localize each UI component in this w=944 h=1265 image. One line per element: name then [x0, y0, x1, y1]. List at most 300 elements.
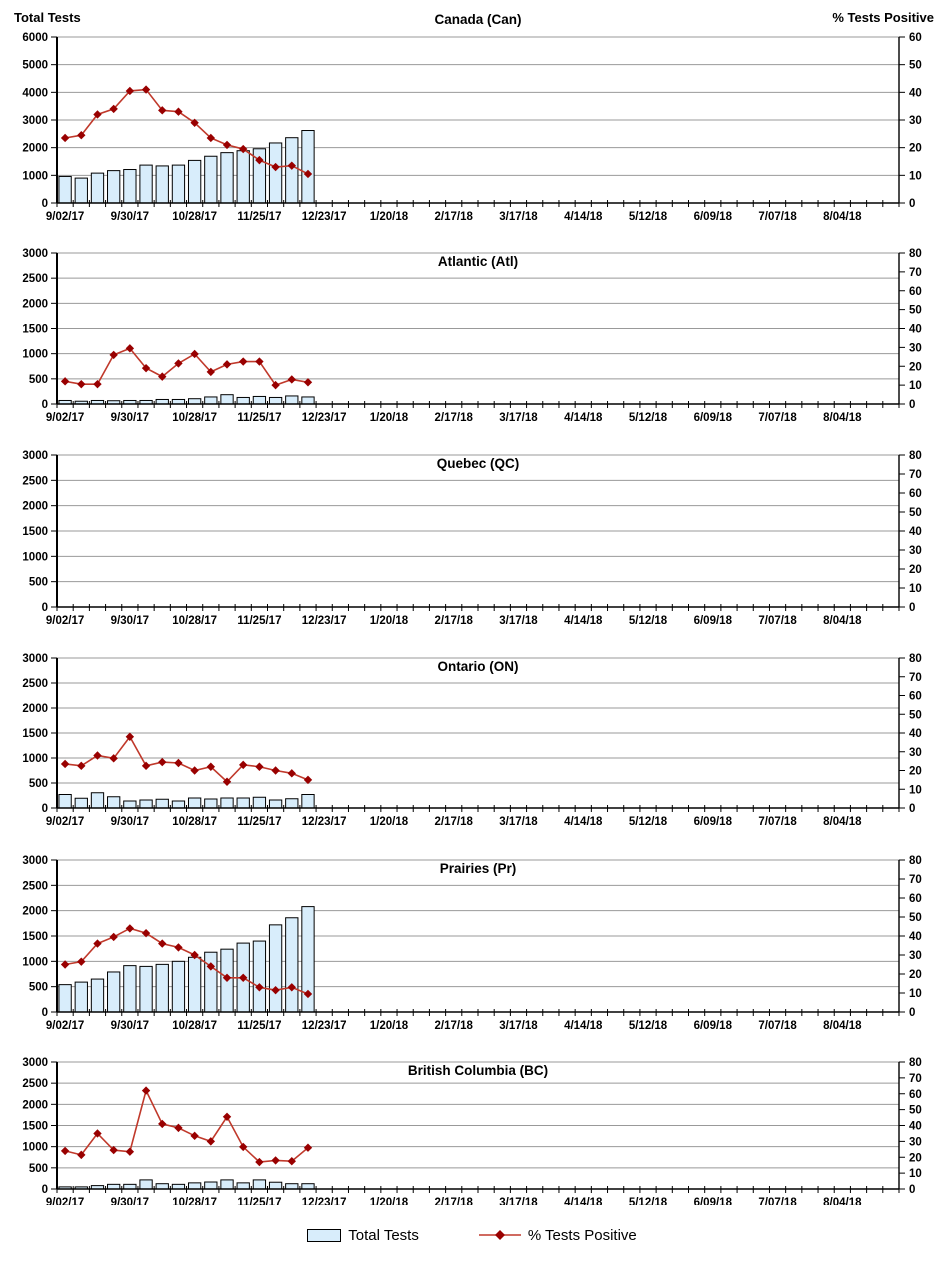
svg-text:60: 60 — [909, 285, 922, 298]
total-tests-bar — [269, 143, 281, 203]
svg-text:1000: 1000 — [22, 348, 48, 361]
total-tests-bar — [172, 801, 184, 808]
svg-text:40: 40 — [909, 931, 922, 943]
chart-title-british-columbia: British Columbia (BC) — [407, 1063, 549, 1078]
svg-text:0: 0 — [909, 198, 916, 210]
total-tests-bar — [156, 964, 168, 1012]
svg-text:9/02/17: 9/02/17 — [45, 211, 85, 223]
svg-text:7/07/18: 7/07/18 — [758, 1197, 797, 1205]
total-tests-bar — [269, 1182, 281, 1189]
svg-text:10/28/17: 10/28/17 — [172, 412, 218, 424]
svg-text:40: 40 — [909, 728, 922, 740]
svg-text:500: 500 — [28, 981, 48, 994]
svg-text:10/28/17: 10/28/17 — [172, 615, 218, 627]
svg-text:6/09/18: 6/09/18 — [693, 412, 732, 424]
svg-text:4/14/18: 4/14/18 — [564, 1020, 603, 1032]
svg-text:1500: 1500 — [22, 526, 48, 538]
svg-text:50: 50 — [909, 709, 922, 722]
svg-text:7/07/18: 7/07/18 — [758, 211, 797, 223]
svg-text:0: 0 — [41, 1184, 48, 1196]
svg-text:1000: 1000 — [22, 1141, 48, 1154]
svg-text:9/02/17: 9/02/17 — [45, 1020, 85, 1032]
svg-text:1/20/18: 1/20/18 — [369, 816, 409, 828]
total-tests-bar — [221, 798, 233, 808]
total-tests-bar — [156, 166, 168, 203]
x-axis-labels — [46, 1197, 862, 1205]
svg-text:3000: 3000 — [22, 115, 48, 127]
total-tests-bar — [59, 795, 71, 809]
chart-prairies — [0, 836, 944, 1038]
svg-text:80: 80 — [909, 653, 922, 665]
total-tests-bar — [237, 397, 249, 404]
total-tests-bar — [286, 918, 298, 1012]
legend-item-pct-positive — [479, 1227, 637, 1244]
svg-text:4/14/18: 4/14/18 — [564, 412, 603, 424]
svg-text:10: 10 — [909, 988, 922, 1000]
x-axis-labels — [46, 1020, 862, 1032]
total-tests-bar — [205, 1182, 217, 1189]
svg-text:0: 0 — [909, 1007, 916, 1019]
diamond-marker — [109, 351, 117, 359]
svg-text:1500: 1500 — [22, 323, 48, 336]
svg-text:4/14/18: 4/14/18 — [564, 211, 603, 223]
svg-text:0: 0 — [909, 602, 916, 614]
left-axis-title: Total Tests — [14, 10, 81, 25]
total-tests-bar — [91, 979, 103, 1012]
total-tests-bar — [269, 800, 281, 808]
svg-text:2500: 2500 — [22, 1078, 48, 1091]
total-tests-bar — [124, 170, 136, 203]
svg-text:6/09/18: 6/09/18 — [693, 1197, 732, 1205]
svg-text:8/04/18: 8/04/18 — [823, 816, 862, 828]
total-tests-bar — [269, 925, 281, 1012]
total-tests-bar — [108, 797, 120, 808]
total-tests-bar — [302, 397, 314, 404]
svg-text:70: 70 — [909, 874, 922, 886]
svg-text:12/23/17: 12/23/17 — [301, 1197, 347, 1205]
svg-text:1500: 1500 — [22, 1120, 48, 1133]
chart-title-ontario: Ontario (ON) — [437, 659, 519, 674]
svg-text:70: 70 — [909, 1072, 922, 1085]
svg-text:5/12/18: 5/12/18 — [628, 211, 668, 223]
svg-text:500: 500 — [28, 576, 48, 589]
total-tests-bar — [302, 795, 314, 809]
svg-text:40: 40 — [909, 87, 922, 100]
svg-text:11/25/17: 11/25/17 — [237, 615, 282, 627]
svg-text:2/17/18: 2/17/18 — [434, 412, 473, 424]
svg-text:60: 60 — [909, 690, 922, 703]
svg-text:6/09/18: 6/09/18 — [693, 615, 732, 627]
svg-text:0: 0 — [41, 803, 48, 815]
diamond-marker — [142, 1086, 150, 1094]
chart-atlantic — [0, 228, 944, 430]
chart-canvas-prairies — [0, 836, 944, 1038]
axes — [57, 658, 899, 812]
total-tests-bar — [156, 1184, 168, 1189]
svg-text:10: 10 — [909, 784, 922, 797]
svg-text:11/25/17: 11/25/17 — [237, 211, 282, 223]
total-tests-bars — [59, 907, 314, 1012]
pct-positive-line — [61, 344, 312, 389]
svg-text:80: 80 — [909, 855, 922, 867]
svg-text:0: 0 — [41, 399, 48, 411]
svg-text:3000: 3000 — [22, 450, 48, 462]
svg-text:8/04/18: 8/04/18 — [823, 615, 862, 627]
svg-text:11/25/17: 11/25/17 — [237, 1020, 282, 1032]
svg-text:50: 50 — [909, 59, 922, 72]
total-tests-bar — [59, 985, 71, 1012]
svg-text:7/07/18: 7/07/18 — [758, 412, 797, 424]
svg-text:10/28/17: 10/28/17 — [172, 211, 218, 223]
svg-text:10: 10 — [909, 1168, 922, 1181]
svg-text:0: 0 — [909, 803, 916, 815]
axes — [57, 1062, 899, 1193]
svg-text:60: 60 — [909, 32, 922, 44]
legend-label-total-tests: Total Tests — [348, 1226, 419, 1244]
svg-text:40: 40 — [909, 526, 922, 538]
svg-text:2500: 2500 — [22, 475, 48, 488]
svg-text:0: 0 — [41, 1007, 48, 1019]
svg-text:3/17/18: 3/17/18 — [499, 1020, 538, 1032]
gridlines — [57, 1062, 899, 1168]
right-axis-labels — [899, 855, 922, 1019]
svg-text:50: 50 — [909, 304, 922, 317]
svg-text:9/02/17: 9/02/17 — [45, 412, 85, 424]
total-tests-bar — [140, 800, 152, 808]
total-tests-bar — [188, 798, 200, 808]
total-tests-bar — [91, 173, 103, 203]
chart-quebec — [0, 430, 944, 633]
diamond-marker — [174, 1124, 182, 1132]
svg-text:60: 60 — [909, 1088, 922, 1101]
svg-text:30: 30 — [909, 342, 922, 355]
total-tests-bar — [188, 957, 200, 1012]
diamond-marker — [142, 762, 150, 770]
x-axis-labels — [46, 211, 862, 223]
gridlines — [57, 37, 899, 175]
total-tests-bar — [237, 1183, 249, 1189]
diamond-marker — [77, 762, 85, 770]
total-tests-bar — [124, 966, 136, 1012]
svg-text:1/20/18: 1/20/18 — [369, 1197, 409, 1205]
total-tests-bar — [172, 961, 184, 1012]
chart-canvas-atlantic — [0, 228, 944, 430]
svg-text:50: 50 — [909, 1104, 922, 1117]
diamond-marker — [174, 943, 182, 951]
svg-text:40: 40 — [909, 323, 922, 336]
svg-text:2/17/18: 2/17/18 — [434, 816, 473, 828]
svg-text:12/23/17: 12/23/17 — [301, 816, 347, 828]
svg-text:12/23/17: 12/23/17 — [301, 211, 347, 223]
x-axis-labels — [46, 615, 862, 627]
svg-text:60: 60 — [909, 893, 922, 905]
svg-text:9/02/17: 9/02/17 — [45, 1197, 85, 1205]
svg-text:5/12/18: 5/12/18 — [628, 1020, 668, 1032]
svg-text:2000: 2000 — [22, 703, 48, 715]
chart-title-quebec: Quebec (QC) — [436, 456, 520, 471]
svg-text:2500: 2500 — [22, 678, 48, 690]
right-axis-labels — [899, 653, 922, 815]
diamond-marker — [271, 766, 279, 774]
svg-text:60: 60 — [909, 488, 922, 500]
total-tests-bar — [221, 395, 233, 404]
svg-text:8/04/18: 8/04/18 — [823, 1020, 862, 1032]
svg-text:3000: 3000 — [22, 855, 48, 867]
diamond-marker — [158, 758, 166, 766]
diamond-marker — [207, 1137, 215, 1145]
svg-text:30: 30 — [909, 950, 922, 962]
right-axis-labels — [899, 450, 922, 614]
total-tests-bar — [156, 799, 168, 808]
diamond-marker — [304, 378, 312, 386]
svg-text:20: 20 — [909, 969, 922, 981]
total-tests-bar — [75, 798, 87, 808]
svg-text:2000: 2000 — [22, 905, 48, 918]
svg-text:20: 20 — [909, 361, 922, 374]
svg-text:12/23/17: 12/23/17 — [301, 412, 347, 424]
line-diamond-swatch-icon — [479, 1229, 521, 1241]
svg-text:6/09/18: 6/09/18 — [693, 816, 732, 828]
diamond-marker — [93, 380, 101, 388]
svg-text:2/17/18: 2/17/18 — [434, 1197, 473, 1205]
diamond-marker — [77, 380, 85, 388]
pct-positive-line — [61, 733, 312, 786]
right-axis-labels — [899, 32, 922, 210]
total-tests-bar — [140, 966, 152, 1012]
diamond-marker — [288, 769, 296, 777]
diamond-marker — [174, 759, 182, 767]
diamond-marker — [61, 134, 69, 142]
pct-positive-line — [61, 1086, 312, 1166]
legend-item-total-tests — [307, 1227, 419, 1244]
diamond-marker — [61, 1147, 69, 1155]
right-axis-title: % Tests Positive — [832, 10, 934, 25]
diamond-marker — [190, 766, 198, 774]
svg-text:9/30/17: 9/30/17 — [110, 211, 150, 223]
svg-text:6/09/18: 6/09/18 — [693, 1020, 732, 1032]
svg-text:500: 500 — [28, 778, 48, 790]
diamond-marker — [190, 1132, 198, 1140]
svg-text:2000: 2000 — [22, 298, 48, 311]
svg-text:3000: 3000 — [22, 248, 48, 260]
chart-canvas-quebec — [0, 430, 944, 633]
svg-text:9/30/17: 9/30/17 — [110, 1020, 150, 1032]
svg-text:5000: 5000 — [22, 59, 48, 72]
svg-text:3/17/18: 3/17/18 — [499, 1197, 538, 1205]
svg-text:30: 30 — [909, 545, 922, 557]
svg-text:1/20/18: 1/20/18 — [369, 412, 409, 424]
svg-text:11/25/17: 11/25/17 — [237, 816, 282, 828]
total-tests-bar — [205, 952, 217, 1012]
svg-text:12/23/17: 12/23/17 — [301, 1020, 347, 1032]
svg-text:500: 500 — [28, 373, 48, 386]
svg-text:10: 10 — [909, 583, 922, 595]
svg-text:0: 0 — [909, 399, 916, 411]
total-tests-bar — [237, 798, 249, 808]
total-tests-bar — [140, 1180, 152, 1189]
svg-text:12/23/17: 12/23/17 — [301, 615, 347, 627]
svg-text:3/17/18: 3/17/18 — [499, 615, 538, 627]
axes — [57, 455, 899, 611]
gridlines — [57, 455, 899, 582]
total-tests-bar — [253, 797, 265, 808]
svg-text:10: 10 — [909, 380, 922, 393]
svg-text:20: 20 — [909, 564, 922, 576]
right-axis-labels — [899, 1057, 922, 1196]
svg-text:4/14/18: 4/14/18 — [564, 1197, 603, 1205]
svg-text:70: 70 — [909, 266, 922, 279]
diamond-marker — [288, 375, 296, 383]
svg-text:9/30/17: 9/30/17 — [110, 412, 150, 424]
total-tests-bar — [108, 171, 120, 203]
svg-text:2/17/18: 2/17/18 — [434, 615, 473, 627]
total-tests-bar — [286, 1184, 298, 1189]
svg-text:9/02/17: 9/02/17 — [45, 816, 85, 828]
left-axis-labels — [22, 1057, 57, 1196]
svg-text:50: 50 — [909, 912, 922, 924]
chart-canvas-british-columbia — [0, 1038, 944, 1205]
svg-text:6/09/18: 6/09/18 — [693, 211, 732, 223]
svg-text:9/30/17: 9/30/17 — [110, 615, 150, 627]
chart-canvas-ontario — [0, 633, 944, 836]
left-axis-labels — [22, 248, 57, 411]
svg-text:0: 0 — [41, 602, 48, 614]
diamond-marker — [126, 924, 134, 932]
diamond-marker — [158, 939, 166, 947]
svg-text:1000: 1000 — [22, 551, 48, 564]
svg-text:9/30/17: 9/30/17 — [110, 816, 150, 828]
svg-text:2500: 2500 — [22, 880, 48, 893]
total-tests-bar — [91, 793, 103, 808]
chart-title-prairies: Prairies (Pr) — [439, 861, 517, 876]
diamond-marker — [126, 1147, 134, 1155]
svg-text:5/12/18: 5/12/18 — [628, 816, 668, 828]
diamond-marker — [223, 1113, 231, 1121]
total-tests-bar — [221, 1180, 233, 1189]
svg-text:7/07/18: 7/07/18 — [758, 816, 797, 828]
svg-text:5/12/18: 5/12/18 — [628, 412, 668, 424]
total-tests-bar — [124, 801, 136, 808]
total-tests-bar — [286, 138, 298, 203]
diamond-marker — [158, 1120, 166, 1128]
svg-text:80: 80 — [909, 1057, 922, 1069]
svg-text:1000: 1000 — [22, 753, 48, 765]
svg-text:10/28/17: 10/28/17 — [172, 1197, 218, 1205]
diamond-marker — [271, 1156, 279, 1164]
svg-text:1000: 1000 — [22, 956, 48, 969]
svg-text:5/12/18: 5/12/18 — [628, 615, 668, 627]
total-tests-bar — [286, 396, 298, 404]
total-tests-bar — [59, 176, 71, 203]
diamond-marker — [61, 760, 69, 768]
svg-text:7/07/18: 7/07/18 — [758, 615, 797, 627]
chart-canada — [0, 0, 944, 228]
svg-text:30: 30 — [909, 115, 922, 127]
right-axis-labels — [899, 248, 922, 411]
total-tests-bar — [205, 397, 217, 404]
svg-text:70: 70 — [909, 469, 922, 481]
total-tests-bar — [302, 1184, 314, 1189]
svg-text:10/28/17: 10/28/17 — [172, 816, 218, 828]
svg-text:20: 20 — [909, 1152, 922, 1165]
svg-text:10: 10 — [909, 170, 922, 183]
svg-text:80: 80 — [909, 248, 922, 260]
svg-text:20: 20 — [909, 142, 922, 155]
svg-text:2000: 2000 — [22, 1099, 48, 1112]
svg-text:4/14/18: 4/14/18 — [564, 615, 603, 627]
svg-text:0: 0 — [909, 1184, 916, 1196]
total-tests-bar — [221, 153, 233, 203]
svg-text:1500: 1500 — [22, 728, 48, 740]
svg-text:7/07/18: 7/07/18 — [758, 1020, 797, 1032]
total-tests-bar — [108, 972, 120, 1012]
total-tests-bar — [172, 165, 184, 203]
left-axis-labels — [22, 450, 57, 614]
svg-text:2500: 2500 — [22, 273, 48, 286]
svg-text:4000: 4000 — [22, 87, 48, 100]
x-axis-labels — [46, 816, 862, 828]
total-tests-bar — [286, 799, 298, 808]
svg-text:1/20/18: 1/20/18 — [369, 615, 409, 627]
svg-text:5/12/18: 5/12/18 — [628, 1197, 668, 1205]
chart-canvas-canada — [0, 0, 944, 228]
axes — [57, 253, 899, 408]
svg-text:2/17/18: 2/17/18 — [434, 211, 473, 223]
svg-text:10/28/17: 10/28/17 — [172, 1020, 218, 1032]
total-tests-bar — [269, 397, 281, 404]
left-axis-labels — [22, 855, 57, 1019]
diamond-marker — [239, 357, 247, 365]
total-tests-bar — [205, 156, 217, 203]
total-tests-bar — [237, 151, 249, 203]
svg-text:40: 40 — [909, 1120, 922, 1133]
svg-text:1/20/18: 1/20/18 — [369, 211, 409, 223]
svg-text:0: 0 — [41, 198, 48, 210]
pct-positive-line — [61, 85, 312, 178]
diamond-marker — [223, 360, 231, 368]
svg-text:70: 70 — [909, 671, 922, 684]
legend-label-pct-positive: % Tests Positive — [527, 1226, 637, 1244]
svg-text:9/02/17: 9/02/17 — [45, 615, 85, 627]
total-tests-bar — [188, 1183, 200, 1189]
svg-text:3/17/18: 3/17/18 — [499, 211, 538, 223]
total-tests-bar — [188, 399, 200, 404]
chart-ontario — [0, 633, 944, 836]
total-tests-bar — [253, 1180, 265, 1189]
svg-text:1/20/18: 1/20/18 — [369, 1020, 409, 1032]
left-axis-labels — [22, 32, 57, 210]
total-tests-bar — [140, 165, 152, 203]
chart-title-atlantic: Atlantic (Atl) — [437, 254, 519, 269]
svg-text:500: 500 — [28, 1162, 48, 1175]
gridlines — [57, 658, 899, 783]
total-tests-bar — [75, 982, 87, 1012]
svg-text:1000: 1000 — [22, 170, 48, 183]
svg-text:6000: 6000 — [22, 32, 48, 44]
svg-text:11/25/17: 11/25/17 — [237, 1197, 282, 1205]
total-tests-bar — [75, 178, 87, 203]
chart-british-columbia — [0, 1038, 944, 1205]
total-tests-bar — [205, 799, 217, 808]
svg-text:8/04/18: 8/04/18 — [823, 412, 862, 424]
svg-text:11/25/17: 11/25/17 — [237, 412, 282, 424]
svg-text:3/17/18: 3/17/18 — [499, 412, 538, 424]
svg-text:3/17/18: 3/17/18 — [499, 816, 538, 828]
svg-text:8/04/18: 8/04/18 — [823, 211, 862, 223]
svg-text:50: 50 — [909, 507, 922, 519]
left-axis-labels — [22, 653, 57, 815]
svg-text:30: 30 — [909, 1136, 922, 1149]
